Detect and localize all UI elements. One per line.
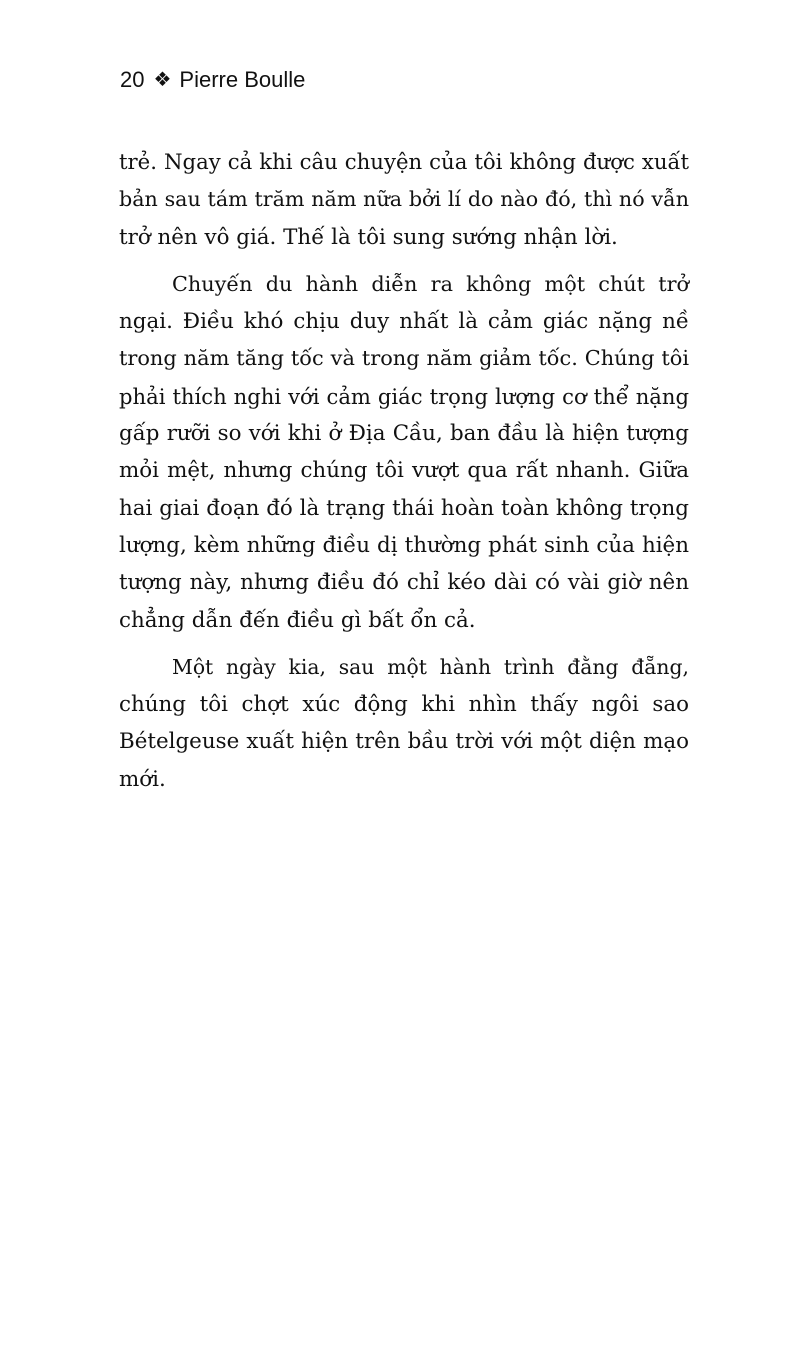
- body-text: [119, 144, 689, 798]
- text-line: hai giai đoạn đó là trạng thái hoàn toàn không trọng: [119, 495, 689, 521]
- text-line: trở nên vô giá. Thế là tôi sung sướng nhận lời.: [119, 224, 618, 250]
- ornament-icon: ❖: [153, 69, 172, 91]
- paragraph-3: [119, 649, 689, 798]
- text-line: mới.: [119, 766, 166, 792]
- text-line: trong năm tăng tốc và trong năm giảm tốc. Chúng tôi: [119, 346, 689, 371]
- paragraph-2: [119, 266, 689, 639]
- text-line: trẻ. Ngay cả khi câu chuyện của tôi không được xuất: [119, 150, 689, 175]
- paragraph-1: [119, 144, 689, 256]
- text-line: Bételgeuse xuất hiện trên bầu trời với một diện mạo: [119, 729, 689, 755]
- text-line: mỏi mệt, nhưng chúng tôi vượt qua rất nhanh. Giữa: [119, 458, 689, 484]
- text-line: tượng này, nhưng điều đó chỉ kéo dài có vài giờ nên: [119, 570, 689, 596]
- text-line: bản sau tám trăm năm nữa bởi lí do nào đó, thì nó vẫn: [119, 187, 689, 212]
- running-header: [120, 64, 305, 96]
- author-name: Pierre Boulle: [179, 67, 306, 92]
- text-line: Một ngày kia, sau một hành trình đằng đẵng,: [172, 654, 689, 679]
- text-line: phải thích nghi với cảm giác trọng lượng cơ thể nặng: [119, 383, 689, 409]
- text-line: lượng, kèm những điều dị thường phát sinh của hiện: [119, 532, 689, 558]
- text-line: gấp rưỡi so với khi ở Địa Cầu, ban đầu là hiện tượng: [119, 421, 689, 447]
- text-line: chúng tôi chợt xúc động khi nhìn thấy ngôi sao: [119, 692, 689, 718]
- page-number: 20: [120, 67, 145, 92]
- text-line: Chuyến du hành diễn ra không một chút trở: [172, 271, 689, 296]
- text-line: ngại. Điều khó chịu duy nhất là cảm giác nặng nề: [119, 309, 689, 335]
- text-line: chẳng dẫn đến điều gì bất ổn cả.: [119, 607, 476, 633]
